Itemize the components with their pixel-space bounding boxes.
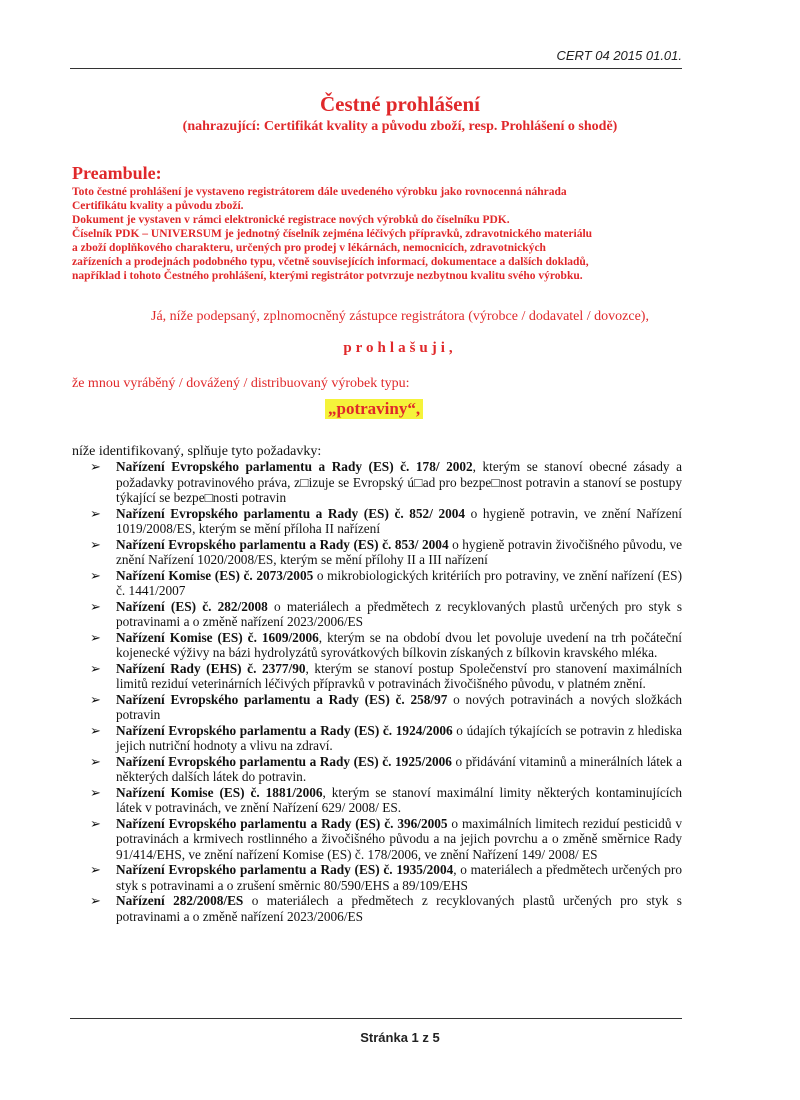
requirements-list: [90, 459, 682, 924]
regulation-description: o hygieně potravin, ve znění Nařízení 1019/2008/ES, kterým se mění příloha II nařízení: [116, 505, 682, 536]
preamble-body: [72, 185, 692, 283]
arrow-bullet-icon: ➢: [90, 536, 101, 552]
requirement-item: [90, 537, 682, 568]
regulation-description: o materiálech a předmětech z recyklovaných plastů určených pro styk s potravinami a o změně nařízení 2023/2006/ES: [116, 893, 682, 924]
regulation-name: Nařízení Komise (ES) č. 1609/2006: [116, 629, 319, 645]
regulation-description: o nových potravinách a nových složkách potravin: [116, 691, 682, 722]
requirement-item: [90, 630, 682, 661]
arrow-bullet-icon: ➢: [90, 691, 101, 707]
regulation-name: Nařízení (ES) č. 282/2008: [116, 598, 268, 614]
arrow-bullet-icon: ➢: [90, 629, 101, 645]
arrow-bullet-icon: ➢: [90, 567, 101, 583]
regulation-name: Nařízení Evropského parlamentu a Rady (ES) č. 178/ 2002: [116, 459, 473, 474]
declaration-text: Já, níže podepsaný, zplnomocněný zástupce registrátora (výrobce / dodavatel / dovozce),: [151, 309, 649, 324]
regulation-name: Nařízení Komise (ES) č. 1881/2006: [116, 784, 323, 800]
preamble-line: Toto čestné prohlášení je vystaveno registrátorem dále uvedeného výrobku jako rovnocenná náhrada: [72, 186, 567, 198]
regulation-description: o mikrobiologických kritériích pro potraviny, ve znění nařízení (ES) č. 1441/2007: [116, 567, 682, 598]
regulation-description: o maximálních limitech reziduí pesticidů v potravinách a krmivech rostlinného a živočišného původu a na jejich povrchu a o změně směrnice Rady 91/414/EHS, ve znění nařízení Komise (ES) č. 178/2006, ve znění Nařízení 149/ 2008/ ES: [116, 815, 682, 862]
requirement-item: [90, 692, 682, 723]
declare-word: prohlašuji,: [343, 340, 457, 356]
requirement-item: [90, 661, 682, 692]
regulation-name: Nařízení Evropského parlamentu a Rady (ES) č. 1935/2004: [116, 862, 454, 877]
arrow-bullet-icon: ➢: [90, 459, 101, 474]
requirement-item: [90, 893, 682, 924]
product-type-highlight: „potraviny“,: [325, 399, 423, 419]
regulation-name: Nařízení Evropského parlamentu a Rady (ES) č. 258/97: [116, 691, 448, 707]
requirement-item: [90, 506, 682, 537]
regulation-description: , kterým se na období dvou let povoluje uvedení na trh počáteční kojenecké výživy na bázi hydrolyzátů syrovátkových bílkovin získaných z bílkovin kravského mléka.: [116, 629, 683, 660]
preamble-line: například i tohoto Čestného prohlášení, kterými registrátor potvrzuje nezbytnou kvalitu svého výrobku.: [72, 270, 583, 282]
regulation-description: , kterým se stanoví postup Společenství pro stanovení maximálních limitů reziduí veterinárních léčivých přípravků v potravinách živočišného původu, v platném znění.: [116, 660, 682, 691]
regulation-name: Nařízení 282/2008/ES: [116, 893, 244, 908]
arrow-bullet-icon: ➢: [90, 753, 101, 769]
arrow-bullet-icon: ➢: [90, 815, 101, 831]
preamble-line: a zboží doplňkového charakteru, určených pro prodej v lékárnách, nemocnicích, zdravotnických: [72, 242, 546, 254]
arrow-bullet-icon: ➢: [90, 784, 101, 800]
document-code: CERT 04 2015 01.01.: [556, 48, 682, 63]
requirement-item: [90, 723, 682, 754]
arrow-bullet-icon: ➢: [90, 862, 101, 877]
regulation-name: Nařízení Evropského parlamentu a Rady (ES) č. 1925/2006: [116, 753, 452, 769]
regulation-name: Nařízení Evropského parlamentu a Rady (ES) č. 396/2005: [116, 815, 448, 831]
page-number: Stránka 1 z 5: [360, 1030, 440, 1045]
footer-divider: [70, 1018, 682, 1019]
regulation-description: o údajích týkajících se potravin z hlediska jejich nutriční hodnoty a vlivu na zdraví.: [116, 722, 682, 753]
regulation-name: Nařízení Evropského parlamentu a Rady (ES) č. 852/ 2004: [116, 505, 466, 521]
document-title: Čestné prohlášení: [319, 92, 481, 116]
regulation-description: o materiálech a předmětech z recyklovaných plastů určených pro styk s potravinami a o změně nařízení 2023/2006/ES: [116, 598, 682, 629]
arrow-bullet-icon: ➢: [90, 660, 101, 676]
preamble-line: Dokument je vystaven v rámci elektronické registrace nových výrobků do číselníku PDK.: [72, 214, 510, 226]
requirement-item: [90, 816, 682, 863]
preamble-line: Certifikátu kvality a původu zboží.: [72, 200, 244, 212]
preamble-line: zařízeních a prodejnách podobného typu, včetně souvisejících informací, dokumentace a dalších dokladů,: [72, 256, 589, 268]
requirement-item: [90, 785, 682, 816]
regulation-description: , kterým se stanoví maximální limity některých kontaminujících látek v potravinách, ve znění Nařízení 629/ 2008/ ES.: [116, 784, 682, 815]
requirement-item: [90, 862, 682, 893]
regulation-name: Nařízení Rady (EHS) č. 2377/90: [116, 660, 306, 676]
preamble-heading: Preambule:: [72, 163, 162, 183]
header-divider: [70, 68, 682, 69]
preamble-line: Číselník PDK – UNIVERSUM je jednotný číselník zejména léčivých přípravků, zdravotnického materiálu: [72, 228, 593, 240]
regulation-description: , o materiálech a předmětech určených pro styk s potravinami a o zrušení směrnic 80/590/EHS a 89/109/EHS: [116, 862, 682, 893]
requirement-item: [90, 459, 682, 506]
regulation-description: , kterým se stanoví obecné zásady a požadavky potravinového práva, z□izuje se Evropský ú□ad pro bezpe□nost potravin a stanoví se postupy týkající se bezpe□nosti potravin: [116, 459, 683, 505]
document-subtitle: (nahrazující: Certifikát kvality a původu zboží, resp. Prohlášení o shodě): [182, 119, 618, 134]
arrow-bullet-icon: ➢: [90, 598, 101, 614]
arrow-bullet-icon: ➢: [90, 722, 101, 738]
arrow-bullet-icon: ➢: [90, 505, 101, 521]
regulation-name: Nařízení Evropského parlamentu a Rady (ES) č. 853/ 2004: [116, 536, 449, 552]
regulation-name: Nařízení Evropského parlamentu a Rady (ES) č. 1924/2006: [116, 722, 453, 738]
arrow-bullet-icon: ➢: [90, 893, 101, 908]
product-line: že mnou vyráběný / dovážený / distribuovaný výrobek typu:: [72, 376, 410, 391]
regulation-name: Nařízení Komise (ES) č. 2073/2005: [116, 567, 314, 583]
regulation-description: o přidávání vitaminů a minerálních látek a některých dalších látek do potravin.: [116, 753, 682, 784]
requirement-item: [90, 754, 682, 785]
regulation-description: o hygieně potravin živočišného původu, ve znění Nařízení 1020/2008/ES, kterým se mění přílohy II a III nařízení: [116, 536, 682, 567]
requirements-intro: níže identifikovaný, splňuje tyto požadavky:: [72, 444, 322, 459]
requirement-item: [90, 568, 682, 599]
requirement-item: [90, 599, 682, 630]
